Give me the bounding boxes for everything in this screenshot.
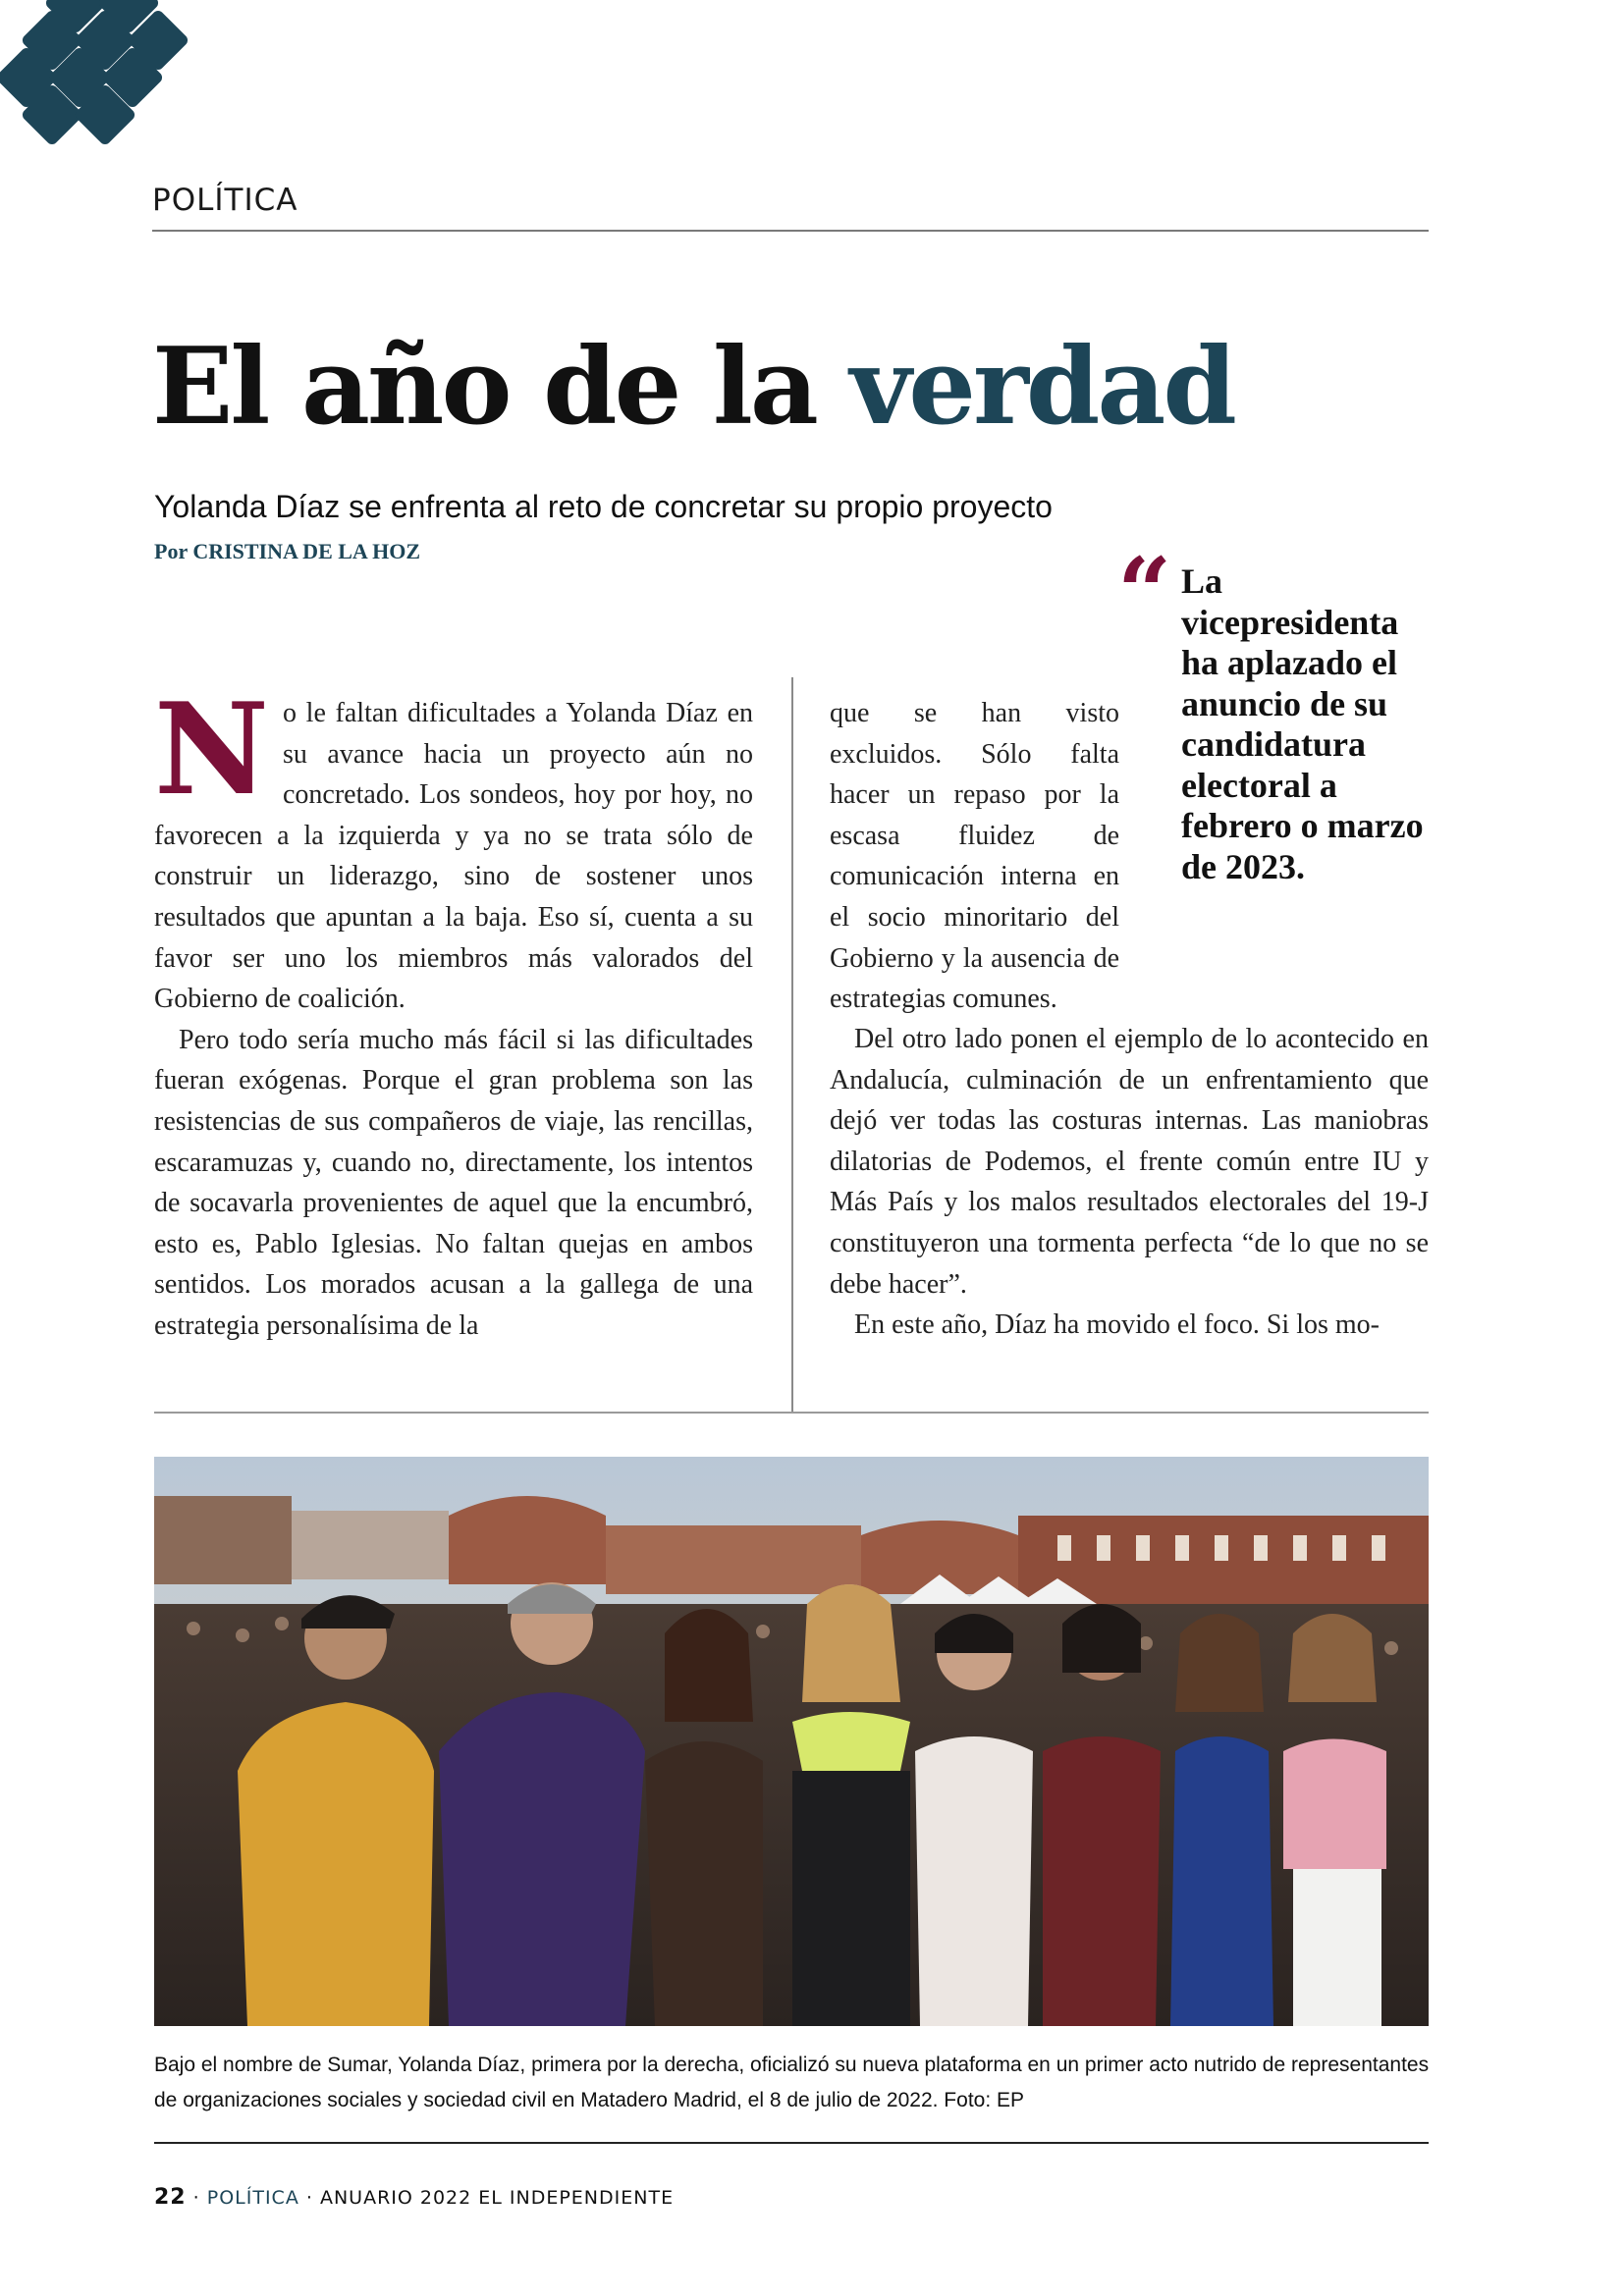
byline-author: CRISTINA DE LA HOZ: [192, 539, 420, 563]
photo-top-rule: [154, 1412, 1429, 1414]
paragraph-text: o le faltan dificultades a Yolanda Díaz en su avance hacia un proyecto aún no concretado. Los sondeos, hoy por hoy, no favorecen a la izquierda y ya no se trata sólo de construir un liderazgo, sino de sostener unos resultados que apuntan a la baja. Eso sí, cuenta a su favor ser uno los miembros más valorados del Gobierno de coalición.: [154, 698, 753, 1015]
body-column-1: [154, 676, 753, 1347]
section-label: POLÍTICA: [152, 183, 298, 218]
body-column-2-top: [830, 693, 1119, 1020]
drop-cap: N: [154, 676, 269, 824]
article-title: [152, 325, 1234, 449]
byline-prefix: Por: [154, 539, 193, 563]
footer-separator: ·: [186, 2187, 207, 2209]
photo-caption: Bajo el nombre de Sumar, Yolanda Díaz, primera por la derecha, oficializó su nueva plataforma en un primer acto nutrido de representantes de organizaciones sociales y sociedad civil en Matadero Madrid, el 8 de julio de 2022. Foto: EP: [154, 2054, 1430, 2111]
body-paragraph: Del otro lado ponen el ejemplo de lo acontecido en Andalucía, culminación de un enfrentamiento que dejó ver todas las costuras internas. Las maniobras dilatorias de Podemos, el frente común entre IU y Más País y los malos resultados electorales del 19-J constituyeron una tormenta perfecta “de lo que no se debe hacer”.: [830, 1024, 1429, 1300]
body-column-2: [830, 1019, 1429, 1346]
column-divider: [791, 677, 793, 1414]
byline: [154, 539, 420, 564]
body-paragraph: que se han visto excluidos. Sólo falta hacer un repaso por la escasa fluidez de comunicación interna en el socio minoritario del Gobierno y la ausencia de estrategias comunes.: [830, 698, 1119, 1015]
body-paragraph: [154, 676, 753, 1020]
article-subtitle: Yolanda Díaz se enfrenta al reto de concretar su propio proyecto: [154, 489, 1053, 524]
footer-separator: ·: [298, 2187, 320, 2209]
footer-publication: ANUARIO 2022 EL INDEPENDIENTE: [319, 2187, 675, 2209]
footer-section: POLÍTICA: [206, 2187, 299, 2209]
quote-mark-icon: “: [1117, 537, 1172, 648]
page-footer: [154, 2185, 674, 2210]
header-rule: [152, 230, 1429, 232]
pull-quote: La vicepresidenta ha aplazado el anuncio de su candidatura electoral a febrero o marzo de 2023.: [1181, 561, 1424, 886]
title-accent: verdad: [849, 325, 1234, 449]
body-paragraph: Pero todo sería mucho más fácil si las dificultades fueran exógenas. Porque el gran problema son las resistencias de sus compañeros de viaje, las rencillas, escaramuzas y, cuando no, directamente, los intentos de socavarla provenientes de aquel que la encumbró, esto es, Pablo Iglesias. No faltan quejas en ambos sentidos. Los morados acusan a la gallega de una estrategia personalísima de la: [154, 1024, 753, 1341]
publication-logo: [0, 0, 196, 157]
body-paragraph: En este año, Díaz ha movido el foco. Si los mo-: [854, 1309, 1380, 1341]
page-number: 22: [154, 2185, 187, 2210]
footer-rule: [154, 2142, 1429, 2144]
article-photo: [154, 1457, 1429, 2026]
title-text: El año de la: [152, 325, 850, 449]
